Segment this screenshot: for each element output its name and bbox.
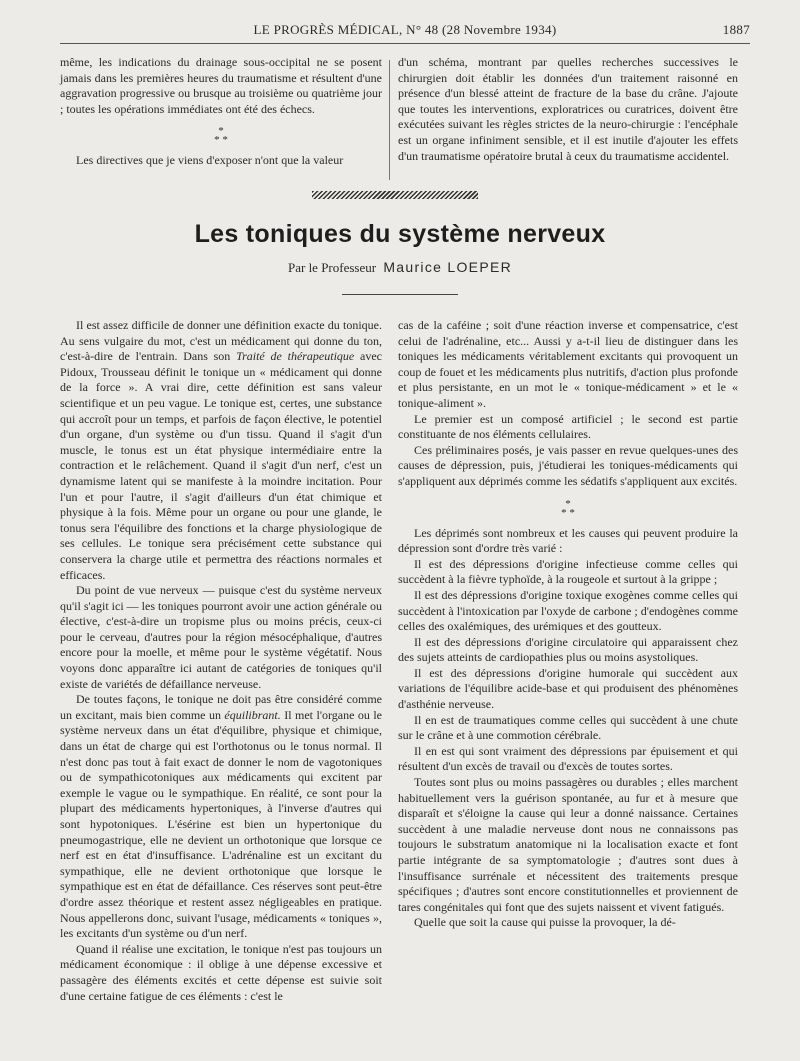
article-right-column	[398, 318, 738, 931]
section-stars: * * *	[561, 497, 575, 519]
paragraph: Le premier est un composé artificiel ; le second est partie constituante de nos éléments cellulaires.	[398, 411, 738, 442]
paragraph: Il est des dépressions d'origine toxique exogènes comme celles qui succèdent à l'intoxication par l'oxyde de carbone ; d'endogènes comme celles des oxalémiques, des urémiques et des goutteux.	[398, 587, 738, 634]
previous-article-right-column	[398, 55, 738, 164]
paragraph: Il est des dépressions d'origine infectieuse comme celles qui succèdent à la fièvre typhoïde, à la rougeole et surtout à la grippe ;	[398, 556, 738, 587]
paragraph: Il est assez difficile de donner une définition exacte du tonique. Au sens vulgaire du mot, c'est un médicament qui donne du ton, c'est-à-dire de l'entrain. Dans son Traité de thérapeutique avec Pidoux, Trousseau définit le tonique un « médicament qui donne de la force ». A vrai dire, cette définition est sans valeur scientifique et un peu vague. Le tonique est, certes, une substance qui accroît pour un temps, et parfois de façon élective, le potentiel d'un organe, d'un système ou d'un tissu. Quand il s'agit d'un muscle, le tonus est un état physique intermédiaire entre la contraction et le relâchement. Quand il s'agit d'un nerf, c'est un dynamisme latent qui se manifeste à la moindre incitation. Pour l'un et pour l'autre, il s'agit d'ailleurs d'un état chimique et physique à la fois. Même pour un organe ou pour une glande, le tonus sera l'équilibre des fonctions et la charge physiologique de ses cellules. Le tonique sera précisément cette substance qui conservera la charge utile et permettra des réactions normales et efficaces.	[60, 318, 383, 582]
paragraph: Il est des dépressions d'origine humorale qui succèdent aux variations de l'équilibre acide-base et qui produisent des phénomènes d'asthénie nerveuse.	[398, 665, 738, 712]
column-divider	[389, 60, 390, 180]
paragraph: Quelle que soit la cause qui puisse la provoquer, la dé-	[414, 915, 676, 930]
paragraph: cas de la caféine ; soit d'une réaction inverse et compensatrice, c'est celui de l'adrénaline, etc... Aussi y a-t-il lieu de distinguer dans les toniques les médicaments véritablement excitants qui provoquent un coup de fouet et les médicaments plus nutritifs, d'action plus profonde et plus persistante, en un mot le « tonique-médicament » et le « tonique-aliment ».	[398, 318, 738, 410]
running-header	[60, 20, 750, 42]
previous-article-left-column	[60, 55, 382, 169]
paragraph: Du point de vue nerveux — puisque c'est du système nerveux qu'il s'agit ici — les toniques pourront avoir une action générale ou élective, c'est-à-dire un tropisme plus ou moins précis, ceux-ci pour le cerveau, d'autres pour la région mésocéphalique, d'autres encore pour la moelle, et même pour le système végétatif. Nous voyons donc apparaître ici autant de catégories de toniques qu'il existe de variétés de défaillance nerveuse.	[60, 583, 382, 691]
paragraph: Les directives que je viens d'exposer n'ont que la valeur	[76, 153, 344, 168]
journal-header-title: LE PROGRÈS MÉDICAL, N° 48 (28 Novembre 1934)	[253, 22, 557, 37]
paragraph: Il en est qui sont vraiment des dépressions par épuisement et qui résultent d'un excès de travail ou d'excès de toutes sortes.	[398, 743, 738, 774]
header-rule	[60, 43, 750, 44]
paragraph: Toutes sont plus ou moins passagères ou durables ; elles marchent habituellement vers la guérison spontanée, au fur et à mesure que disparaît et s'éloigne la cause qui leur a donné naissance. Certaines succèdent à une maladie nerveuse dont nous ne connaissons pas toujours le substratum anatomique ni la localisation exacte et font partie intégrante de sa symptomatologie ; d'autres sont dues à l'insuffisance surrénale et nécessitent des traitements presque spécifiques ; d'autres sont encore constitutionnelles et proviennent de tares congénitales qui font que des sujets naissent et vivent fatigués.	[398, 775, 738, 914]
page-number: 1887	[722, 22, 750, 37]
article-title: Les toniques du système nerveux	[194, 220, 606, 248]
paragraph: Les déprimés sont nombreux et les causes qui peuvent produire la dépression sont d'ordre très varié :	[398, 525, 738, 556]
title-rule	[342, 294, 458, 295]
byline	[0, 259, 800, 276]
paragraph: Quand il réalise une excitation, le tonique n'est pas toujours un médicament économique : il oblige à une dépense excessive et passagère des éléments excités et cette dépense est suivie soit d'une certaine fatigue de ces éléments : c'est le	[60, 941, 382, 1003]
paragraph: même, les indications du drainage sous-occipital ne se posent jamais dans les premières heures du traumatisme et résultent d'une aggravation progressive ou brusque au troisième ou quatrième jour ; toutes les opérations immédiates ont été des échecs.	[60, 55, 382, 116]
paragraph: d'un schéma, montrant par quelles recherches successives le chirurgien doit établir les données d'un traitement raisonné en présence d'un blessé atteint de fracture de la base du crâne. J'ajoute que toutes les interventions, exploratrices ou curatrices, doivent être exécutées suivant les règles strictes de la neuro-chirurgie : l'encéphale est un organe infiniment sensible, et il est inutile d'ajouter les effets d'un traumatisme opératoire brutal à ceux du traumatisme accidentel.	[398, 55, 738, 163]
decorative-ornament	[312, 191, 478, 199]
article-left-column	[60, 318, 382, 1004]
author-name: Maurice LOEPER	[383, 259, 513, 275]
paragraph: Il en est de traumatiques comme celles qui succèdent à une chute sur le crâne et à une commotion cérébrale.	[398, 712, 738, 743]
paragraph: De toutes façons, le tonique ne doit pas être considéré comme un excitant, mais bien comme un équilibrant. Il met l'organe ou le système nerveux dans un état d'équilibre, physique et chimique, dans un état de charge qui est l'orthotonus ou le tonus normal. Il n'est donc pas tout à fait exact de donner le nom de vagotoniques ou de sympathicotoniques aux médicaments qui excitent par exemple le vague ou le sympathique. En réalité, ce sont pour la plupart des médicaments hypertoniques, à l'inverse d'autres qui sont hypotoniques. L'ésérine est bien un hypertonique du pneumogastrique, elle ne devient un orthotonique que lorsque ce nerf est en état d'insuffisance. L'adrénaline est un excitant du sympathique, elle ne devient orthotonique que lorsque le sympathique est en état de défaillance. Ces réserves sont peut-être d'ordre assez théorique et restent assez négligeables en pratique. Nous appellerons donc, suivant l'usage, médicaments « toniques », les excitants d'un système ou d'un nerf.	[60, 692, 383, 941]
section-stars: * * *	[214, 125, 228, 147]
byline-prefix: Par le Professeur	[287, 260, 377, 275]
paragraph: Il est des dépressions d'origine circulatoire qui apparaissent chez des sujets atteints de cardiopathies plus ou moins asystoliques.	[398, 634, 738, 665]
paragraph: Ces préliminaires posés, je vais passer en revue quelques-unes des causes de dépression, puis, j'étudierai les toniques-médicaments qui s'appliquent aux déprimés comme les sédatifs s'appliquent aux excités.	[398, 442, 738, 488]
